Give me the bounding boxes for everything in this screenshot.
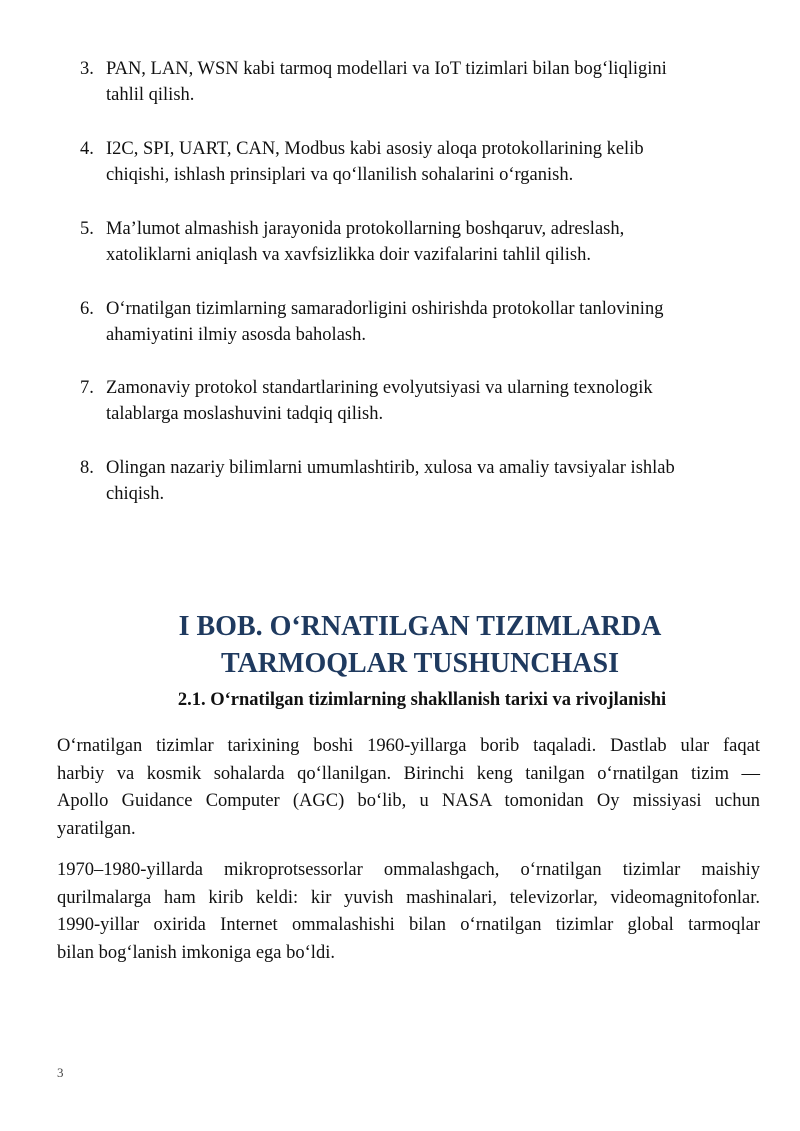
- list-item-number: 7.: [80, 378, 94, 398]
- paragraph: [57, 857, 760, 967]
- paragraph-line: Apollo Guidance Computer (AGC) bo‘lib, u NASA tomonidan Oy missiyasi uchun: [57, 791, 760, 811]
- page-number: 3: [57, 1065, 64, 1080]
- list-item-text-line: O‘rnatilgan tizimlarning samaradorligini oshirishda protokollar tanlovining: [106, 299, 664, 319]
- list-item-text-line: I2C, SPI, UART, CAN, Modbus kabi asosiy aloqa protokollarining kelib: [106, 139, 644, 159]
- list-item-text-line: Zamonaviy protokol standartlarining evolyutsiyasi va ularning texnologik: [106, 378, 653, 398]
- list-item-number: 5.: [80, 219, 94, 239]
- list-item-number: 8.: [80, 458, 94, 478]
- list-item-text-line: chiqish.: [106, 484, 165, 504]
- chapter-title-line: I BOB. O‘RNATILGAN TIZIMLARDA: [178, 611, 662, 642]
- list-item-text-line: talablarga moslashuvini tadqiq qilish.: [106, 404, 384, 424]
- list-item: [80, 375, 720, 427]
- list-item-text-line: Ma’lumot almashish jarayonida protokollarning boshqaruv, adreslash,: [106, 219, 625, 239]
- list-item: [80, 56, 720, 108]
- paragraph-line: yaratilgan.: [57, 818, 136, 839]
- list-item: [80, 216, 720, 268]
- list-item-number: 4.: [80, 139, 94, 159]
- list-item-text-line: PAN, LAN, WSN kabi tarmoq modellari va IoT tizimlari bilan bog‘liqligini: [106, 59, 667, 79]
- paragraph-line: qurilmalarga ham kirib keldi: kir yuvish mashinalari, televizorlar, videomagnitofonlar.: [57, 887, 760, 908]
- paragraph-line: harbiy va kosmik sohalarda qo‘llanilgan. Birinchi keng tanilgan o‘rnatilgan tizim —: [57, 763, 760, 784]
- paragraph-line: O‘rnatilgan tizimlar tarixining boshi 1960-yillarga borib taqaladi. Dastlab ular faqat: [57, 736, 760, 756]
- list-item-number: 3.: [80, 59, 94, 79]
- list-item-number: 6.: [80, 299, 94, 319]
- list-item: [80, 136, 720, 188]
- list-item-text-line: tahlil qilish.: [106, 85, 195, 105]
- paragraph-line: 1990-yillar oxirida Internet ommalashishi bilan o‘rnatilgan tizimlar global tarmoqlar: [57, 915, 760, 935]
- chapter-title-line: TARMOQLAR TUSHUNCHASI: [220, 648, 619, 679]
- paragraph-line: 1970–1980-yillarda mikroprotsessorlar ommalashgach, o‘rnatilgan tizimlar maishiy: [57, 860, 760, 880]
- list-item-text-line: chiqishi, ishlash prinsiplari va qo‘llanilish sohalarini o‘rganish.: [106, 165, 574, 185]
- list-item: [80, 296, 720, 348]
- list-item-text-line: xatoliklarni aniqlash va xavfsizlikka doir vazifalarini tahlil qilish.: [106, 245, 591, 265]
- list-item: [80, 455, 720, 507]
- list-item-text-line: Olingan nazariy bilimlarni umumlashtirib, xulosa va amaliy tavsiyalar ishlab: [106, 458, 675, 478]
- paragraph: [57, 733, 760, 843]
- paragraph-line: bilan bog‘lanish imkoniga ega bo‘ldi.: [57, 942, 335, 963]
- section-title: 2.1. O‘rnatilgan tizimlarning shakllanish tarixi va rivojlanishi: [177, 690, 667, 710]
- chapter-title: [0, 608, 800, 682]
- list-item-text-line: ahamiyatini ilmiy asosda baholash.: [106, 325, 366, 345]
